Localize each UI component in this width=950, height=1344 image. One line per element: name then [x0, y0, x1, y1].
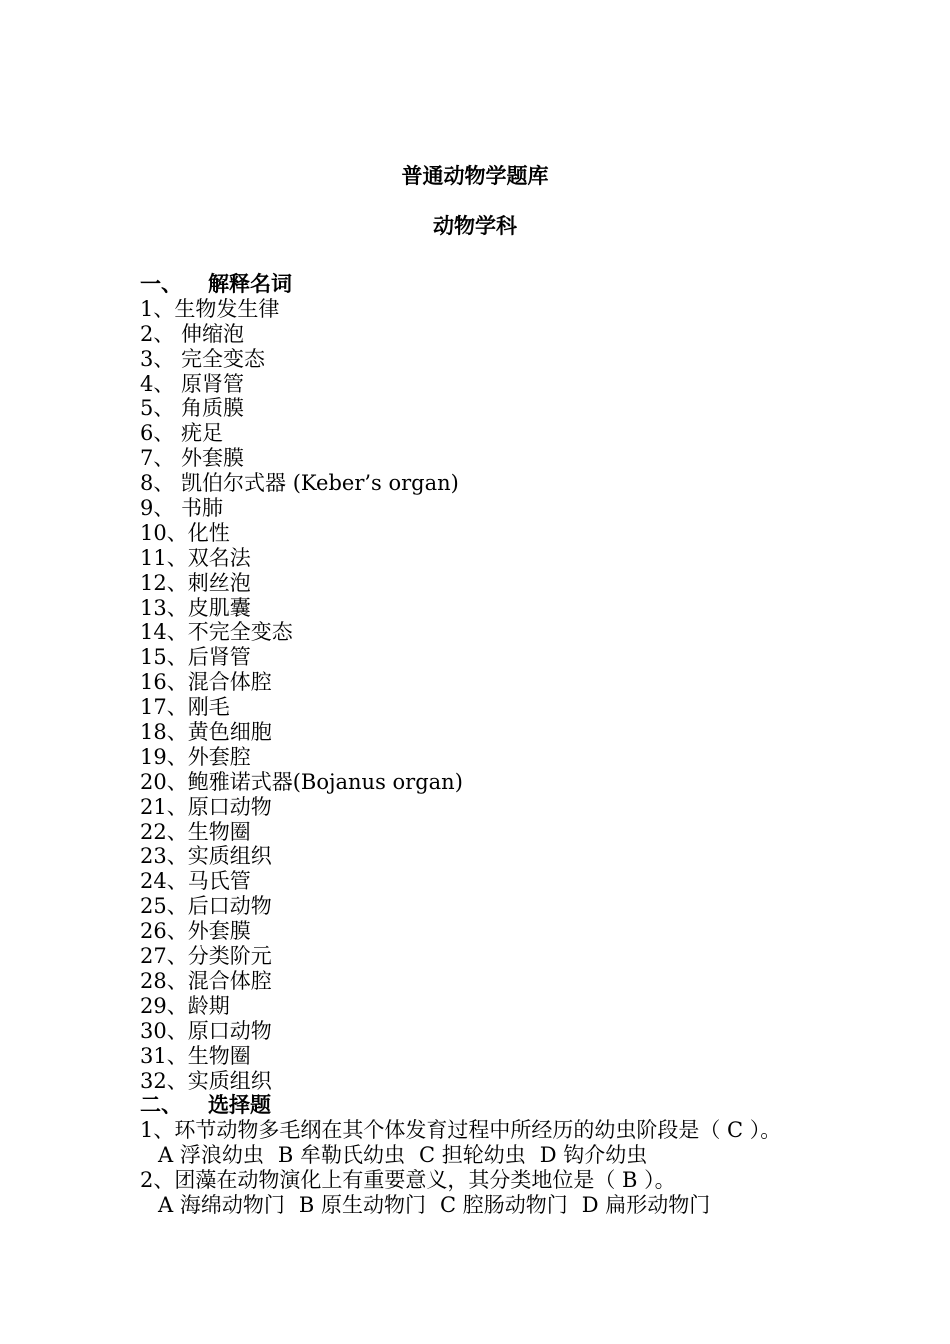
- term-item: 18、黄色细胞: [140, 720, 272, 745]
- section-number: 一、: [140, 272, 182, 296]
- option-b: B 原生动物门: [298, 1192, 426, 1217]
- term-item: 20、鲍雅诺式器(Bojanus organ): [140, 769, 463, 794]
- section-title: 选择题: [208, 1093, 271, 1118]
- document-subtitle: 动物学科: [433, 214, 517, 238]
- option-d: D 扁形动物门: [581, 1192, 711, 1217]
- term-item: 9、 书肺: [140, 496, 224, 521]
- question-list: [140, 1118, 840, 1218]
- term-item: 13、皮肌囊: [140, 595, 251, 620]
- section-number: 二、: [140, 1093, 182, 1118]
- term-item: 11、双名法: [140, 545, 251, 570]
- term-item: 29、龄期: [140, 993, 230, 1018]
- term-item: 10、化性: [140, 520, 230, 545]
- term-item: 17、刚毛: [140, 695, 230, 720]
- option-c: C 担轮幼虫: [418, 1143, 526, 1168]
- section-heading-choice: [140, 1093, 840, 1118]
- term-item: 16、混合体腔: [140, 670, 272, 695]
- term-item: 31、生物圈: [140, 1043, 251, 1068]
- term-item: 25、后口动物: [140, 894, 272, 919]
- option-a: A 浮浪幼虫: [158, 1143, 264, 1168]
- term-item: 12、刺丝泡: [140, 570, 251, 595]
- term-item: 22、生物圈: [140, 819, 251, 844]
- option-b: B 牟勒氏幼虫: [277, 1143, 405, 1168]
- question-text: 1、环节动物多毛纲在其个体发育过程中所经历的幼虫阶段是（ C ）。: [140, 1118, 782, 1143]
- term-item: 3、 完全变态: [140, 346, 266, 371]
- option-c: C 腔肠动物门: [439, 1192, 568, 1217]
- term-item: 21、原口动物: [140, 794, 272, 819]
- term-item: 24、马氏管: [140, 869, 251, 894]
- term-item: 32、实质组织: [140, 1068, 272, 1093]
- term-item: 14、不完全变态: [140, 620, 293, 645]
- question-options: [140, 1143, 840, 1168]
- section-heading-terms: [140, 272, 840, 297]
- term-item: 23、实质组织: [140, 844, 272, 869]
- option-d: D 钩介幼虫: [539, 1143, 648, 1168]
- term-item: 15、后肾管: [140, 645, 251, 670]
- term-item: 28、混合体腔: [140, 968, 272, 993]
- section-title: 解释名词: [208, 272, 292, 296]
- option-a: A 海绵动物门: [158, 1192, 285, 1217]
- term-item: 5、 角质膜: [140, 396, 245, 421]
- document-title: 普通动物学题库: [401, 164, 549, 188]
- term-item: 4、 原肾管: [140, 371, 245, 396]
- term-item: 2、 伸缩泡: [140, 321, 245, 346]
- question-text: 2、团藻在动物演化上有重要意义，其分类地位是（ B ）。: [140, 1168, 676, 1193]
- term-item: 7、 外套膜: [140, 446, 245, 471]
- question-options: [140, 1193, 840, 1218]
- term-item: 19、外套腔: [140, 744, 251, 769]
- term-item: 26、外套膜: [140, 919, 251, 944]
- document-body: [140, 272, 840, 1218]
- term-item: 1、生物发生律: [140, 296, 280, 321]
- term-item: 6、 疣足: [140, 421, 224, 446]
- term-item: 27、分类阶元: [140, 944, 272, 969]
- term-list: [140, 297, 840, 1094]
- term-item: 8、 凯伯尔式器 (Keber’s organ): [140, 471, 459, 496]
- term-item: 30、原口动物: [140, 1018, 272, 1043]
